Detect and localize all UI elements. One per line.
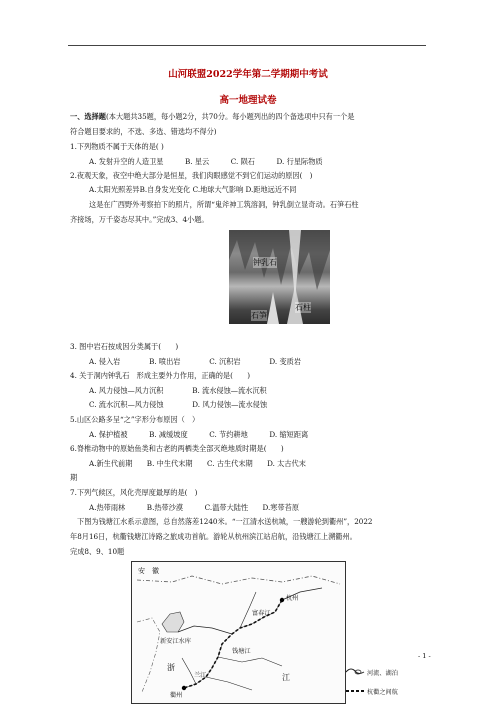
exam-subtitle: 高一地理试卷 bbox=[219, 95, 277, 106]
label-stalagmite: 石笋 bbox=[251, 311, 267, 320]
q4-options-cd: C. 流水沉积—风力侵蚀 D. 风力侵蚀—流水侵蚀 bbox=[89, 400, 268, 409]
q4-options-ab: A. 风力侵蚀—风力沉积 B. 流水侵蚀—流水沉积 bbox=[89, 386, 267, 395]
q6-stem: 6.脊椎动物中的原始鱼类和古老的两栖类全部灭绝地质时期是( ) bbox=[70, 444, 284, 453]
material1-line2: 齐接场，万千姿态尽其中。”完成3、4小题。 bbox=[70, 215, 209, 224]
q7-stem: 7.下列气候区，风化壳厚度最厚的是( ) bbox=[70, 488, 198, 497]
material1-line1: 这是在广西野外考察拍下的照片，所谓“鬼斧神工筑溶洞，钟乳倒立显奇动。石笋石柱 bbox=[89, 200, 359, 209]
material2-line2: 年8月16日，杭衢钱塘江诗路之旅成功首航。游轮从杭州滨江站启航，沿钱塘江上溯衢州。 bbox=[70, 532, 357, 541]
q7-options: A.热带雨林 B.热带沙漠 C.温带大陆性 D.寒带苔原 bbox=[89, 503, 300, 512]
q1-options: A. 发射升空的人造卫星 B. 星云 C. 陨石 D. 行星际物质 bbox=[89, 157, 323, 166]
map-label-jiang: 江 bbox=[282, 673, 290, 682]
cave-photo bbox=[229, 230, 330, 324]
section-heading-line bbox=[70, 113, 354, 120]
q2-options: A.太阳光照差异B.自身发光变化 C.地球大气影响 D.距地远近不同 bbox=[89, 185, 297, 194]
q1-stem: 1.下列物质不属于天体的是( ) bbox=[70, 142, 164, 151]
map-label-lan: 兰江 bbox=[194, 672, 207, 679]
exam-title: 山河联盟2022学年第二学期期中考试 bbox=[168, 69, 328, 80]
material2-line3: 完成8、9、10题 bbox=[70, 547, 125, 556]
q6-options-wrap: 期 bbox=[70, 473, 78, 482]
map-label-qiantang: 钱塘江 bbox=[232, 648, 251, 655]
material2-line1: 下图为钱塘江水系示意图，总自然落差1240米。“一江清水送杭城，一艘游轮到衢州”，2022 bbox=[77, 517, 373, 526]
page-number: - 1 - bbox=[418, 652, 431, 660]
q4-stem: 4. 关于洞内钟乳石 形成主要外力作用，正确的是( ) bbox=[70, 371, 251, 380]
qiantang-river-map bbox=[131, 561, 346, 704]
q5-stem: 5.山区公路多呈“之”字形分布原因（ ） bbox=[70, 415, 200, 424]
q5-options: A. 保护植被 B. 减缓坡度 C. 节约耕地 D. 缩短距离 bbox=[89, 430, 309, 439]
section-heading: 一、选择题 bbox=[70, 112, 106, 121]
q6-options: A.新生代前期 B. 中生代末期 C. 古生代末期 D. 太古代末 bbox=[89, 459, 306, 468]
map-drawing bbox=[132, 562, 345, 703]
map-label-anhui: 安 徽 bbox=[138, 567, 159, 575]
section-intro-2: 符合题目要求的，不选、多选、错选均不得分) bbox=[70, 127, 217, 136]
label-column: 石柱 bbox=[295, 303, 311, 312]
map-label-zhe: 浙 bbox=[167, 663, 175, 672]
section-intro-1: (本大题共35题，每小题2分，共70分。每小题列出的四个备选项中只有一个是 bbox=[105, 112, 355, 121]
legend-river-label: 河流、湖泊 bbox=[367, 670, 398, 677]
map-label-xinan: 新安江水库 bbox=[160, 638, 191, 645]
map-label-fuchun: 富春江 bbox=[252, 610, 271, 617]
legend-symbols bbox=[344, 664, 366, 698]
header-rule bbox=[68, 45, 426, 46]
cave-photo-drawing bbox=[229, 230, 330, 324]
map-label-quzhou: 衢州 bbox=[170, 692, 183, 699]
q3-stem: 3. 图中岩石按成因分类属于( ) bbox=[70, 342, 179, 351]
legend-route-label: 杭衢之间航 bbox=[367, 689, 398, 696]
map-label-hangzhou: 杭州 bbox=[286, 595, 299, 602]
label-stalactite: 钟乳石 bbox=[253, 258, 277, 267]
q2-stem: 2.夜观天象，夜空中绝大部分是恒星，我们肉眼感觉不到它们运动的原因( ) bbox=[70, 171, 313, 180]
q3-options: A. 侵入岩 B. 喷出岩 C. 沉积岩 D. 变质岩 bbox=[89, 357, 302, 366]
